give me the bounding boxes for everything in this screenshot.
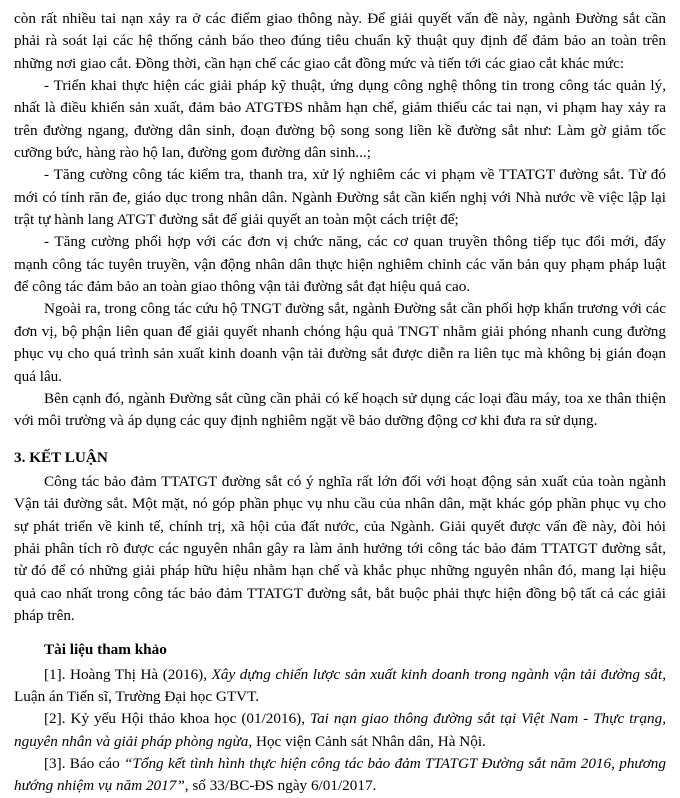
reference-1-title: Xây dựng chiến lược sản xuất kinh doanh trong ngành vận tải đường sắt: [211, 665, 663, 683]
reference-3-title: “Tổng kết tình hình thực hiện công tác bảo đảm TTATGT Đường sắt năm 2016, phương hướng nhiệm vụ năm 2017”: [14, 755, 666, 795]
reference-2-prefix: [2]. Kỷ yếu Hội thảo khoa học (01/2016),: [44, 710, 311, 728]
paragraph-environment: Bên cạnh đó, ngành Đường sắt cũng cần phải có kế hoạch sử dụng các loại đầu máy, toa xe thân thiện với môi trường và áp dụng các quy định nghiêm ngặt về bảo dưỡng động cơ khi đưa ra sử dụng.: [14, 389, 666, 430]
reference-1-prefix: [1]. Hoàng Thị Hà (2016),: [44, 665, 212, 683]
paragraph-solution-2: - Tăng cường công tác kiểm tra, thanh tra, xử lý nghiêm các vi phạm về TTATGT đường sắt. Từ đó mới có tính răn đe, giáo dục trong nhân dân. Ngành Đường sắt cần kiến nghị với Nhà nước về việc lập lại trật tự hành lang ATGT đường sắt để giải quyết an toàn một cách triệt để;: [14, 166, 666, 229]
reference-2-suffix: , Học viện Cảnh sát Nhân dân, Hà Nội.: [248, 732, 486, 750]
reference-3-prefix: [3]. Báo cáo: [44, 755, 124, 772]
paragraph-solution-1: - Triển khai thực hiện các giải pháp kỹ thuật, ứng dụng công nghệ thông tin trong công tác quản lý, nhất là điều khiển sản xuất, đảm bảo ATGTĐS nhằm hạn chế, giảm thiểu các tai nạn, vi phạm hay xảy ra trên đường ngang, đường dân sinh, đoạn đường bộ song song liền kề đường sắt như: Làm gờ giảm tốc cưỡng bức, hàng rào hộ lan, đường gom đường dân sinh...;: [14, 77, 666, 162]
reference-3-suffix: , số 33/BC-ĐS ngày 6/01/2017.: [184, 777, 377, 795]
paragraph-solution-3: - Tăng cường phối hợp với các đơn vị chức năng, các cơ quan truyền thông tiếp tục đổi mới, đẩy mạnh công tác tuyên truyền, vận động nhân dân thực hiện nghiêm chỉnh các văn bản quy phạm pháp luật để công tác đảm bảo an toàn giao thông vận tải đường sắt đạt hiệu quả cao.: [14, 233, 666, 296]
conclusion-heading: 3. KẾT LUẬN: [14, 448, 108, 466]
paragraph-conclusion: Công tác bảo đảm TTATGT đường sắt có ý nghĩa rất lớn đối với hoạt động sản xuất của toàn ngành Vận tải đường sắt. Một mặt, nó góp phần phục vụ nhu cầu của nhân dân, mặt khác góp phần phục vụ cho sự phát triển về kinh tế, chính trị, xã hội của đất nước, của Ngành. Giải quyết được vấn đề này, đòi hỏi phải phân tích rõ được các nguyên nhân gây ra làm ảnh hưởng tới công tác bảo đảm TTATGT đường sắt, từ đó để có những giải pháp hữu hiệu nhằm hạn chế và khắc phục những nguyên nhân đó, mang lại hiệu quả cao nhất trong công tác bảo đảm TTATGT đường sắt, bắt buộc phải thực hiện đồng bộ tất cả các giải pháp trên.: [14, 472, 666, 624]
reference-item-2: [14, 708, 666, 753]
reference-item-3: [14, 753, 666, 798]
references-heading: Tài liệu tham khảo: [44, 641, 167, 659]
paragraph-intro: còn rất nhiều tai nạn xảy ra ở các điểm giao thông này. Để giải quyết vấn đề này, ngành Đường sắt cần phải rà soát lại các hệ thống cảnh báo theo đúng tiêu chuẩn kỹ thuật quy định để đảm bảo an toàn trên những nơi giao cắt. Đồng thời, cần hạn chế các giao cắt đồng mức và tiến tới các giao cắt khác mức:: [14, 10, 666, 72]
reference-item-1: [14, 664, 666, 709]
reference-1-suffix: , Luận án Tiến sĩ, Trường Đại học GTVT.: [14, 665, 667, 705]
reference-2-title: Tai nạn giao thông đường sắt tại Việt Nam - Thực trạng, nguyên nhân và giải pháp phòng ngừa: [14, 710, 666, 750]
paragraph-rescue: Ngoài ra, trong công tác cứu hộ TNGT đường sắt, ngành Đường sắt cần phối hợp khẩn trương với các đơn vị, bộ phận liên quan để giải quyết nhanh chóng hậu quả TNGT nhằm giải phóng nhanh cung đường phục vụ cho quá trình sản xuất kinh doanh vận tải đường sắt được diễn ra liên tục mà không bị gián đoạn quá lâu.: [14, 300, 666, 385]
